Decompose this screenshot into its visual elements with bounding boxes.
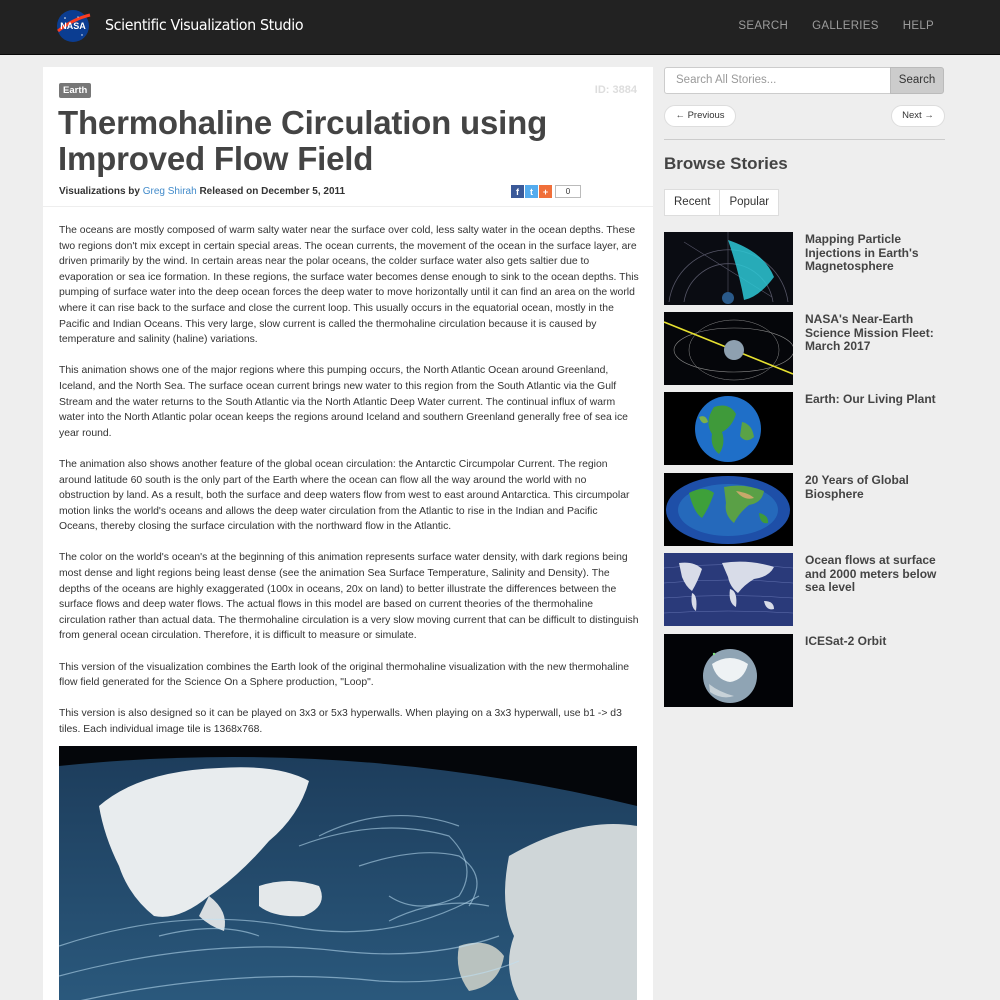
story-title[interactable]: Ocean flows at surface and 2000 meters below sea level: [805, 553, 937, 594]
ocean-flow-map-icon: [664, 553, 793, 626]
navbar: [0, 0, 1000, 55]
author-link[interactable]: Greg Shirah: [142, 186, 197, 197]
story-id: ID: 3884: [594, 84, 637, 96]
browse-stories-heading: Browse Stories: [664, 154, 788, 173]
top-nav: [738, 20, 934, 32]
share-count: 0: [555, 185, 581, 198]
release-date: Released on December 5, 2011: [199, 186, 346, 197]
story-title[interactable]: Mapping Particle Injections in Earth's Magnetosphere: [805, 232, 919, 273]
byline-prefix: Visualizations by: [59, 186, 140, 197]
paragraph: This version of the visualization combines the Earth look of the original thermohaline visualization with the new thermohaline flow field generated for the Science On a Sphere production, "Loop".: [59, 661, 630, 689]
earth-flow-image-icon: [59, 746, 637, 1000]
search-button[interactable]: Search: [890, 67, 944, 94]
nav-galleries[interactable]: GALLERIES: [812, 20, 879, 32]
magnetosphere-icon: [664, 232, 793, 305]
nav-search[interactable]: SEARCH: [738, 20, 789, 32]
search-input[interactable]: Search All Stories...: [664, 67, 891, 94]
list-item[interactable]: [664, 634, 949, 707]
share-bar: [511, 185, 581, 198]
byline: [59, 186, 345, 197]
nav-help[interactable]: HELP: [902, 20, 934, 32]
nasa-logo-text: NASA: [60, 21, 86, 31]
previous-story-button[interactable]: ← Previous: [664, 105, 736, 127]
sidebar-divider: [664, 139, 945, 140]
paragraph: The animation also shows another feature of the global ocean circulation: the Antarctic Circumpolar Current. The region around latitude 60 south is the only part of the Earth where the ocean can flow all the way around the world with no obstruction by land. As a result, both the surface and deep waters flow from west to east around Antarctica. This circumpolar motion links the world's oceans and allows the deep water circulation from the Atlantic to rise in the Indian and Pacific Oceans, thereby closing the surface circulation with the northward flow in the Atlantic.: [59, 458, 630, 533]
list-item[interactable]: [664, 312, 949, 385]
tab-recent[interactable]: Recent: [664, 189, 720, 216]
story-thumbnail[interactable]: [664, 392, 793, 465]
biosphere-map-icon: [664, 473, 793, 546]
story-title[interactable]: ICESat-2 Orbit: [805, 634, 887, 648]
story-title[interactable]: NASA's Near-Earth Science Mission Fleet: March 2017: [805, 312, 934, 353]
brand-title[interactable]: Scientific Visualization Studio: [105, 16, 304, 34]
story-thumbnail[interactable]: [664, 553, 793, 626]
category-tag[interactable]: Earth: [59, 83, 91, 98]
story-thumbnail[interactable]: [664, 312, 793, 385]
tab-popular[interactable]: Popular: [720, 189, 779, 216]
paragraph: This version is also designed so it can be played on 3x3 or 5x3 hyperwalls. When playing on a 3x3 hyperwall, use b1 -> d3 tiles. Each individual image tile is 1368x768.: [59, 708, 622, 735]
satellite-fleet-icon: [664, 312, 793, 385]
list-item[interactable]: [664, 553, 949, 626]
browse-tabs: [664, 189, 779, 216]
visualization-image[interactable]: [59, 746, 637, 1000]
icesat-orbit-icon: [664, 634, 793, 707]
next-story-button[interactable]: Next →: [891, 105, 945, 127]
story-thumbnail[interactable]: [664, 634, 793, 707]
paragraph: The color on the world's ocean's at the beginning of this animation represents surface water density, with dark regions being most dense and light regions being least dense (see the animation Sea Surface Temperature, Salinity and Density). The depths of the oceans are highly exaggerated (100x in oceans, 20x on land) to better illustrate the differences between the surface flows and deep water flows. The actual flows in this model are based on current theories of the thermohaline circulation rather than actual data. The thermohaline circulation is a very slow moving current that can be difficult to distinguish from general ocean circulation. Therefore, it is difficult to measure or simulate.: [59, 552, 639, 642]
story-title[interactable]: 20 Years of Global Biosphere: [805, 473, 909, 501]
paragraph: This animation shows one of the major regions where this pumping occurs, the North Atlantic Ocean around Greenland, Iceland, and the North Sea. The surface ocean current brings new water to this region from the South Atlantic via the Gulf Stream and the water returns to the South Atlantic via the North Atlantic Deep Water current. The continual influx of warm water into the North Atlantic polar ocean keeps the regions around Iceland and southern Greenland generally free of sea ice year round.: [59, 365, 628, 439]
nasa-logo-icon[interactable]: [56, 9, 92, 43]
facebook-icon[interactable]: f: [511, 185, 524, 198]
list-item[interactable]: [664, 232, 949, 305]
story-title[interactable]: Earth: Our Living Plant: [805, 392, 936, 406]
twitter-icon[interactable]: t: [525, 185, 538, 198]
list-item[interactable]: [664, 473, 949, 546]
story-body: [59, 223, 639, 753]
paragraph: The oceans are mostly composed of warm salty water near the surface over cold, less salty water in the ocean depths. These two regions don't mix except in certain special areas. The ocean currents, the movement of the ocean in the surface layer, are driven primarily by the wind. In certain areas near the polar oceans, the colder surface water also gets saltier due to evaporation or sea ice formation. In these regions, the surface water becomes dense enough to sink to the ocean depths. This pumping of surface water into the deep ocean forces the deep water to move horizontally until it can find an area on the world where it can rise back to the surface and close the current loop. This usually occurs in the equatorial ocean, mostly in the Pacific and Indian Oceans. This very large, slow current is called the thermohaline circulation because it is caused by temperature and salinity (haline) variations.: [59, 225, 639, 346]
story-panel: [43, 67, 653, 1000]
story-thumbnail[interactable]: [664, 473, 793, 546]
list-item[interactable]: [664, 392, 949, 465]
header-divider: [43, 206, 653, 207]
addthis-plus-icon[interactable]: +: [539, 185, 552, 198]
globe-icon: [664, 392, 793, 465]
page-title: Thermohaline Circulation using Improved Flow Field: [58, 104, 548, 177]
story-thumbnail[interactable]: [664, 232, 793, 305]
